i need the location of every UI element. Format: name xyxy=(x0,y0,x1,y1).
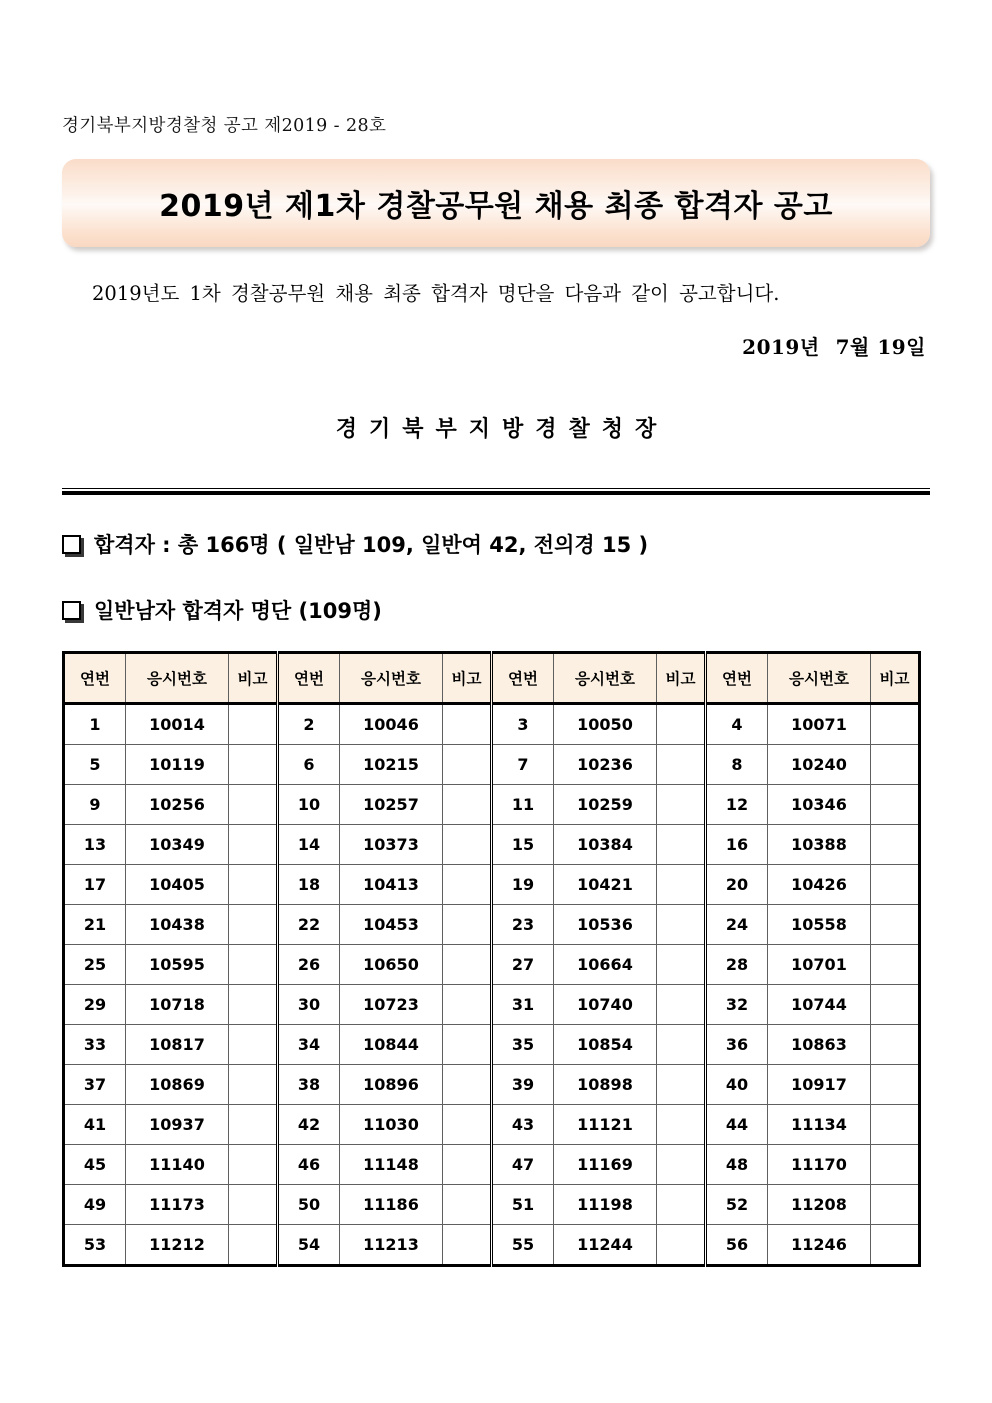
cell-remark xyxy=(871,905,920,945)
cell-seq: 3 xyxy=(492,704,554,745)
cell-num: 10236 xyxy=(554,745,657,785)
cell-seq: 18 xyxy=(278,865,340,905)
intro-text: 2019년도 1차 경찰공무원 채용 최종 합격자 명단을 다음과 같이 공고합니다. xyxy=(92,282,780,305)
cell-seq: 9 xyxy=(64,785,126,825)
cell-num: 10650 xyxy=(340,945,443,985)
cell-seq: 30 xyxy=(278,985,340,1025)
cell-remark xyxy=(657,1065,706,1105)
cell-seq: 56 xyxy=(706,1225,768,1266)
cell-remark xyxy=(657,704,706,745)
cell-remark xyxy=(871,1185,920,1225)
column-header-num: 응시번호 xyxy=(554,653,657,704)
cell-num: 10558 xyxy=(768,905,871,945)
cell-remark xyxy=(443,985,492,1025)
cell-seq: 45 xyxy=(64,1145,126,1185)
cell-remark xyxy=(229,1025,278,1065)
cell-remark xyxy=(229,745,278,785)
cell-num: 10744 xyxy=(768,985,871,1025)
cell-num: 10405 xyxy=(126,865,229,905)
cell-remark xyxy=(443,745,492,785)
column-header-num: 응시번호 xyxy=(126,653,229,704)
cell-seq: 4 xyxy=(706,704,768,745)
cell-seq: 38 xyxy=(278,1065,340,1105)
cell-seq: 15 xyxy=(492,825,554,865)
cell-remark xyxy=(229,945,278,985)
cell-remark xyxy=(229,704,278,745)
cell-remark xyxy=(657,1025,706,1065)
cell-remark xyxy=(229,1185,278,1225)
cell-seq: 6 xyxy=(278,745,340,785)
column-header-remark: 비고 xyxy=(229,653,278,704)
cell-num: 11140 xyxy=(126,1145,229,1185)
cell-seq: 5 xyxy=(64,745,126,785)
cell-seq: 44 xyxy=(706,1105,768,1145)
cell-remark xyxy=(443,1185,492,1225)
cell-num: 11213 xyxy=(340,1225,443,1266)
cell-remark xyxy=(229,865,278,905)
cell-remark xyxy=(657,1185,706,1225)
column-header-remark: 비고 xyxy=(871,653,920,704)
table-row xyxy=(64,745,920,785)
issuer-signature: 경기북부지방경찰청장 xyxy=(335,416,669,442)
summary-heading xyxy=(62,529,930,559)
cell-seq: 17 xyxy=(64,865,126,905)
cell-seq: 10 xyxy=(278,785,340,825)
cell-num: 10373 xyxy=(340,825,443,865)
cell-num: 10863 xyxy=(768,1025,871,1065)
cell-remark xyxy=(657,985,706,1025)
table-row xyxy=(64,1145,920,1185)
cell-seq: 7 xyxy=(492,745,554,785)
cell-seq: 20 xyxy=(706,865,768,905)
cell-num: 10240 xyxy=(768,745,871,785)
column-header-seq: 연번 xyxy=(706,653,768,704)
cell-seq: 32 xyxy=(706,985,768,1025)
table-row xyxy=(64,1065,920,1105)
cell-remark xyxy=(657,1225,706,1266)
square-bullet-icon xyxy=(62,535,81,554)
cell-seq: 28 xyxy=(706,945,768,985)
cell-remark xyxy=(871,1025,920,1065)
cell-remark xyxy=(871,745,920,785)
cell-seq: 37 xyxy=(64,1065,126,1105)
cell-remark xyxy=(443,785,492,825)
cell-seq: 11 xyxy=(492,785,554,825)
cell-num: 10046 xyxy=(340,704,443,745)
cell-remark xyxy=(871,1225,920,1266)
cell-num: 11148 xyxy=(340,1145,443,1185)
column-header-seq: 연번 xyxy=(64,653,126,704)
cell-remark xyxy=(443,1065,492,1105)
cell-num: 10071 xyxy=(768,704,871,745)
cell-num: 10740 xyxy=(554,985,657,1025)
cell-seq: 25 xyxy=(64,945,126,985)
cell-num: 10050 xyxy=(554,704,657,745)
column-header-seq: 연번 xyxy=(492,653,554,704)
cell-num: 11170 xyxy=(768,1145,871,1185)
table-body xyxy=(64,704,920,1266)
cell-seq: 27 xyxy=(492,945,554,985)
cell-num: 10257 xyxy=(340,785,443,825)
cell-remark xyxy=(871,865,920,905)
cell-seq: 16 xyxy=(706,825,768,865)
cell-num: 11246 xyxy=(768,1225,871,1266)
cell-remark xyxy=(443,1225,492,1266)
divider-thin-rule xyxy=(62,488,930,489)
cell-seq: 24 xyxy=(706,905,768,945)
cell-num: 11030 xyxy=(340,1105,443,1145)
cell-remark xyxy=(657,1145,706,1185)
cell-num: 11121 xyxy=(554,1105,657,1145)
cell-seq: 51 xyxy=(492,1185,554,1225)
table-row xyxy=(64,785,920,825)
cell-remark xyxy=(657,865,706,905)
table-head xyxy=(64,653,920,704)
cell-seq: 1 xyxy=(64,704,126,745)
cell-seq: 40 xyxy=(706,1065,768,1105)
cell-seq: 42 xyxy=(278,1105,340,1145)
cell-num: 10536 xyxy=(554,905,657,945)
table-row xyxy=(64,945,920,985)
cell-remark xyxy=(443,704,492,745)
table-row xyxy=(64,1025,920,1065)
cell-remark xyxy=(657,945,706,985)
square-bullet-icon xyxy=(62,601,81,620)
pass-list-table-wrap xyxy=(62,651,930,1267)
cell-remark xyxy=(443,1025,492,1065)
cell-remark xyxy=(871,1105,920,1145)
issue-date-year: 2019년 xyxy=(742,335,820,359)
cell-num: 10854 xyxy=(554,1025,657,1065)
table-row xyxy=(64,1225,920,1266)
cell-remark xyxy=(229,1105,278,1145)
cell-seq: 22 xyxy=(278,905,340,945)
cell-seq: 26 xyxy=(278,945,340,985)
cell-num: 11173 xyxy=(126,1185,229,1225)
cell-remark xyxy=(657,745,706,785)
table-row xyxy=(64,865,920,905)
cell-num: 10723 xyxy=(340,985,443,1025)
pass-list-table xyxy=(62,651,921,1267)
page-title: 2019년 제1차 경찰공무원 채용 최종 합격자 공고 xyxy=(159,189,833,224)
cell-remark xyxy=(871,945,920,985)
cell-num: 11186 xyxy=(340,1185,443,1225)
cell-seq: 53 xyxy=(64,1225,126,1266)
cell-remark xyxy=(229,825,278,865)
cell-remark xyxy=(443,945,492,985)
cell-num: 10119 xyxy=(126,745,229,785)
list-heading-label: 일반남자 합격자 명단 (109명) xyxy=(94,599,382,623)
cell-remark xyxy=(229,905,278,945)
cell-remark xyxy=(871,825,920,865)
table-row xyxy=(64,825,920,865)
cell-num: 10595 xyxy=(126,945,229,985)
cell-seq: 35 xyxy=(492,1025,554,1065)
table-row xyxy=(64,985,920,1025)
list-heading xyxy=(62,595,930,625)
cell-remark xyxy=(443,825,492,865)
cell-seq: 55 xyxy=(492,1225,554,1266)
cell-seq: 49 xyxy=(64,1185,126,1225)
column-header-num: 응시번호 xyxy=(340,653,443,704)
issue-date xyxy=(62,331,930,360)
cell-num: 10346 xyxy=(768,785,871,825)
cell-num: 10718 xyxy=(126,985,229,1025)
cell-num: 10896 xyxy=(340,1065,443,1105)
intro-paragraph xyxy=(62,273,930,315)
cell-remark xyxy=(871,1065,920,1105)
cell-remark xyxy=(871,785,920,825)
cell-num: 10844 xyxy=(340,1025,443,1065)
cell-remark xyxy=(871,1145,920,1185)
cell-seq: 2 xyxy=(278,704,340,745)
cell-num: 10917 xyxy=(768,1065,871,1105)
cell-num: 10426 xyxy=(768,865,871,905)
cell-remark xyxy=(229,785,278,825)
table-row xyxy=(64,905,920,945)
notice-number: 경기북부지방경찰청 공고 제2019 - 28호 xyxy=(62,116,387,136)
cell-seq: 12 xyxy=(706,785,768,825)
cell-num: 11134 xyxy=(768,1105,871,1145)
cell-remark xyxy=(443,1105,492,1145)
cell-num: 11169 xyxy=(554,1145,657,1185)
table-row xyxy=(64,1105,920,1145)
cell-seq: 48 xyxy=(706,1145,768,1185)
issue-date-monthday: 7월 19일 xyxy=(835,335,926,359)
cell-seq: 36 xyxy=(706,1025,768,1065)
cell-num: 10349 xyxy=(126,825,229,865)
cell-num: 10438 xyxy=(126,905,229,945)
cell-num: 10869 xyxy=(126,1065,229,1105)
cell-num: 10701 xyxy=(768,945,871,985)
cell-remark xyxy=(657,785,706,825)
divider-thick-rule xyxy=(62,491,930,495)
section-divider xyxy=(62,488,930,495)
title-banner xyxy=(62,159,930,247)
cell-remark xyxy=(229,1225,278,1266)
column-header-remark: 비고 xyxy=(657,653,706,704)
cell-seq: 54 xyxy=(278,1225,340,1266)
cell-num: 10421 xyxy=(554,865,657,905)
cell-seq: 21 xyxy=(64,905,126,945)
cell-seq: 47 xyxy=(492,1145,554,1185)
cell-remark xyxy=(657,825,706,865)
cell-seq: 33 xyxy=(64,1025,126,1065)
column-header-remark: 비고 xyxy=(443,653,492,704)
summary-heading-label: 합격자 : 총 166명 ( 일반남 109, 일반여 42, 전의경 15 ) xyxy=(94,533,649,557)
cell-num: 10413 xyxy=(340,865,443,905)
cell-seq: 8 xyxy=(706,745,768,785)
cell-remark xyxy=(229,1065,278,1105)
cell-num: 11212 xyxy=(126,1225,229,1266)
cell-num: 10453 xyxy=(340,905,443,945)
cell-remark xyxy=(657,1105,706,1145)
cell-num: 10388 xyxy=(768,825,871,865)
cell-remark xyxy=(229,1145,278,1185)
table-row xyxy=(64,1185,920,1225)
cell-num: 10937 xyxy=(126,1105,229,1145)
table-header-row xyxy=(64,653,920,704)
cell-remark xyxy=(871,704,920,745)
cell-seq: 14 xyxy=(278,825,340,865)
cell-remark xyxy=(871,985,920,1025)
cell-seq: 50 xyxy=(278,1185,340,1225)
cell-remark xyxy=(443,865,492,905)
cell-num: 10256 xyxy=(126,785,229,825)
cell-seq: 41 xyxy=(64,1105,126,1145)
cell-num: 10384 xyxy=(554,825,657,865)
cell-remark xyxy=(443,1145,492,1185)
cell-seq: 34 xyxy=(278,1025,340,1065)
cell-remark xyxy=(657,905,706,945)
cell-seq: 31 xyxy=(492,985,554,1025)
cell-num: 11244 xyxy=(554,1225,657,1266)
cell-seq: 23 xyxy=(492,905,554,945)
cell-num: 10215 xyxy=(340,745,443,785)
cell-remark xyxy=(443,905,492,945)
cell-num: 11198 xyxy=(554,1185,657,1225)
column-header-seq: 연번 xyxy=(278,653,340,704)
table-row xyxy=(64,704,920,745)
cell-num: 10817 xyxy=(126,1025,229,1065)
cell-seq: 52 xyxy=(706,1185,768,1225)
cell-num: 11208 xyxy=(768,1185,871,1225)
cell-num: 10259 xyxy=(554,785,657,825)
column-header-num: 응시번호 xyxy=(768,653,871,704)
cell-remark xyxy=(229,985,278,1025)
cell-seq: 13 xyxy=(64,825,126,865)
cell-seq: 43 xyxy=(492,1105,554,1145)
cell-seq: 46 xyxy=(278,1145,340,1185)
cell-seq: 39 xyxy=(492,1065,554,1105)
cell-num: 10664 xyxy=(554,945,657,985)
cell-seq: 29 xyxy=(64,985,126,1025)
cell-seq: 19 xyxy=(492,865,554,905)
cell-num: 10898 xyxy=(554,1065,657,1105)
cell-num: 10014 xyxy=(126,704,229,745)
